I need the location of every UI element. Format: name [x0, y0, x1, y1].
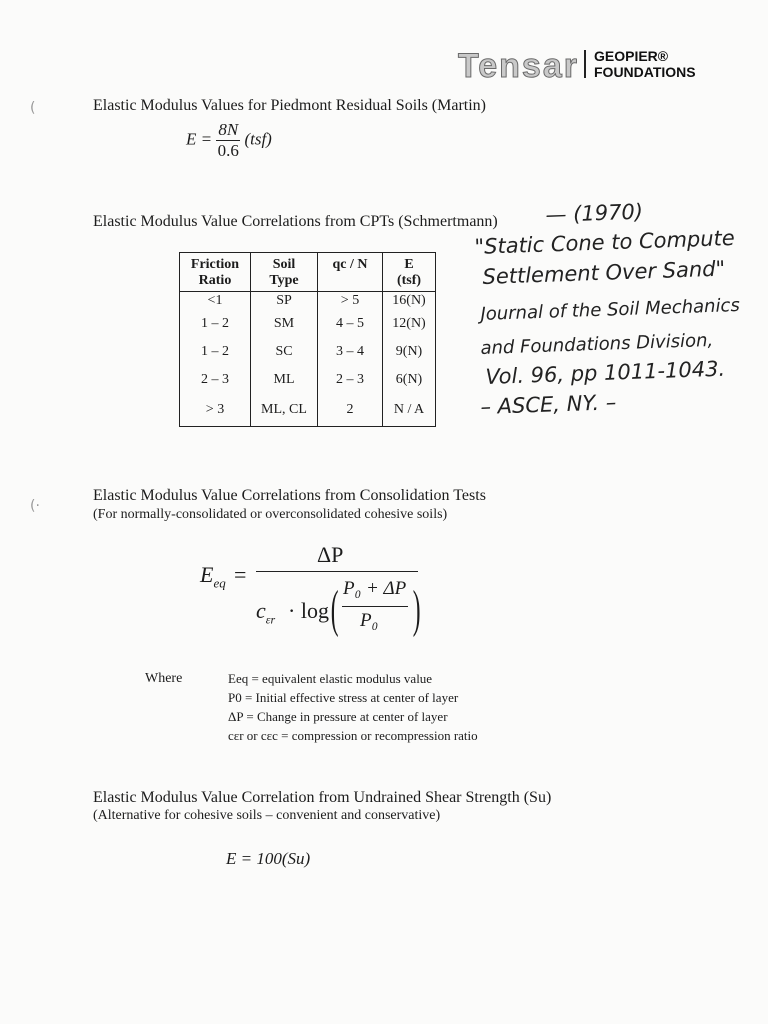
eq-main-fraction-bar — [256, 571, 418, 572]
eq-denominator: 0.6 — [217, 141, 239, 160]
handwritten-line: – ASCE, NY. – — [480, 390, 617, 419]
definition-eeq: Eeq = equivalent elastic modulus value — [228, 671, 433, 686]
equation-consolidation — [200, 540, 440, 650]
section-subtitle-undrained: (Alternative for cohesive soils – convenient and conservative) — [93, 808, 441, 823]
tensar-logo: Tensar — [458, 47, 579, 85]
where-definitions — [228, 669, 478, 745]
handwritten-line: and Foundations Division, — [480, 329, 714, 359]
handwritten-line: Vol. 96, pp 1011-1043. — [485, 356, 726, 389]
table-row — [180, 310, 436, 338]
col-header-qc-n: qc / N — [318, 253, 383, 292]
table-cell: 2 — [318, 394, 383, 427]
table-cell: SC — [251, 338, 318, 366]
table-cell: ML — [251, 366, 318, 394]
equation-undrained: E = 100(Su) — [226, 849, 311, 868]
handwritten-line: Journal of the Soil Mechanics — [480, 294, 741, 325]
eq-fraction — [216, 120, 240, 161]
handwritten-year: — (1970) — [545, 199, 644, 227]
table-cell: 9(N) — [383, 338, 436, 366]
definition-compression-ratio: cεr or cεc = compression or recompression ratio — [228, 728, 478, 743]
table-cell: 1 – 2 — [180, 310, 251, 338]
logo-divider — [584, 50, 586, 78]
col-header-e: E (tsf) — [383, 253, 436, 292]
table-cell: 1 – 2 — [180, 338, 251, 366]
eq-c: $c_{\varepsilon r}$ — [256, 598, 276, 627]
where-label: Where — [145, 671, 183, 686]
table-cell: 6(N) — [383, 366, 436, 394]
table-row — [180, 366, 436, 394]
scan-mark: ( — [30, 100, 36, 116]
handwritten-line: Settlement Over Sand" — [482, 256, 726, 289]
table-cell: > 3 — [180, 394, 251, 427]
eq-lhs: E = — [186, 129, 213, 149]
eq-equals: = — [234, 562, 247, 587]
definition-delta-p: ΔP = Change in pressure at center of layer — [228, 709, 448, 724]
eq-paren-right: ) — [412, 581, 421, 638]
table-cell: SM — [251, 310, 318, 338]
eq-inner-numerator: P₀ + ΔP — [343, 578, 407, 599]
col-header-soil-type: Soil Type — [251, 253, 318, 292]
table-cell: 2 – 3 — [318, 366, 383, 394]
eq-numerator: ΔP — [317, 542, 344, 567]
table-cell: ML, CL — [251, 394, 318, 427]
eq-lhs: $E_{eq}$ — [200, 562, 226, 591]
cpt-correlation-table — [179, 252, 436, 427]
table-cell: > 5 — [318, 292, 383, 311]
table-cell: 4 – 5 — [318, 310, 383, 338]
section-title-cpt: Elastic Modulus Value Correlations from CPTs (Schmertmann) — [93, 213, 498, 230]
eq-log: · log — [288, 598, 329, 623]
handwritten-line: "Static Cone to Compute — [474, 225, 736, 259]
table-cell: N / A — [383, 394, 436, 427]
scan-mark: (· — [30, 498, 40, 514]
eq-inner-denominator: P₀ — [360, 610, 379, 631]
brand-line-2: FOUNDATIONS — [594, 64, 696, 80]
equation-martin — [186, 120, 272, 161]
table-cell: 12(N) — [383, 310, 436, 338]
section-title-undrained: Elastic Modulus Value Correlation from Undrained Shear Strength (Su) — [93, 789, 552, 806]
section-subtitle-consolidation: (For normally-consolidated or overconsolidated cohesive soils) — [93, 507, 448, 522]
table-header-row — [180, 253, 436, 292]
table-cell: 16(N) — [383, 292, 436, 311]
table-cell: 2 – 3 — [180, 366, 251, 394]
section-title-martin: Elastic Modulus Values for Piedmont Residual Soils (Martin) — [93, 97, 487, 114]
definition-p0: P0 = Initial effective stress at center of layer — [228, 690, 459, 705]
table-cell: <1 — [180, 292, 251, 311]
table-cell: SP — [251, 292, 318, 311]
table-row — [180, 292, 436, 311]
eq-numerator: 8N — [218, 120, 239, 139]
geopier-logo — [594, 48, 696, 80]
brand-line-1: GEOPIER® — [594, 48, 669, 64]
table-row — [180, 394, 436, 427]
table-row — [180, 338, 436, 366]
eq-inner-fraction-bar — [342, 606, 408, 607]
eq-unit: (tsf) — [244, 129, 272, 149]
table-cell: 3 – 4 — [318, 338, 383, 366]
eq-paren-left: ( — [330, 581, 339, 638]
section-title-consolidation: Elastic Modulus Value Correlations from Consolidation Tests — [93, 487, 486, 504]
col-header-friction-ratio: Friction Ratio — [180, 253, 251, 292]
